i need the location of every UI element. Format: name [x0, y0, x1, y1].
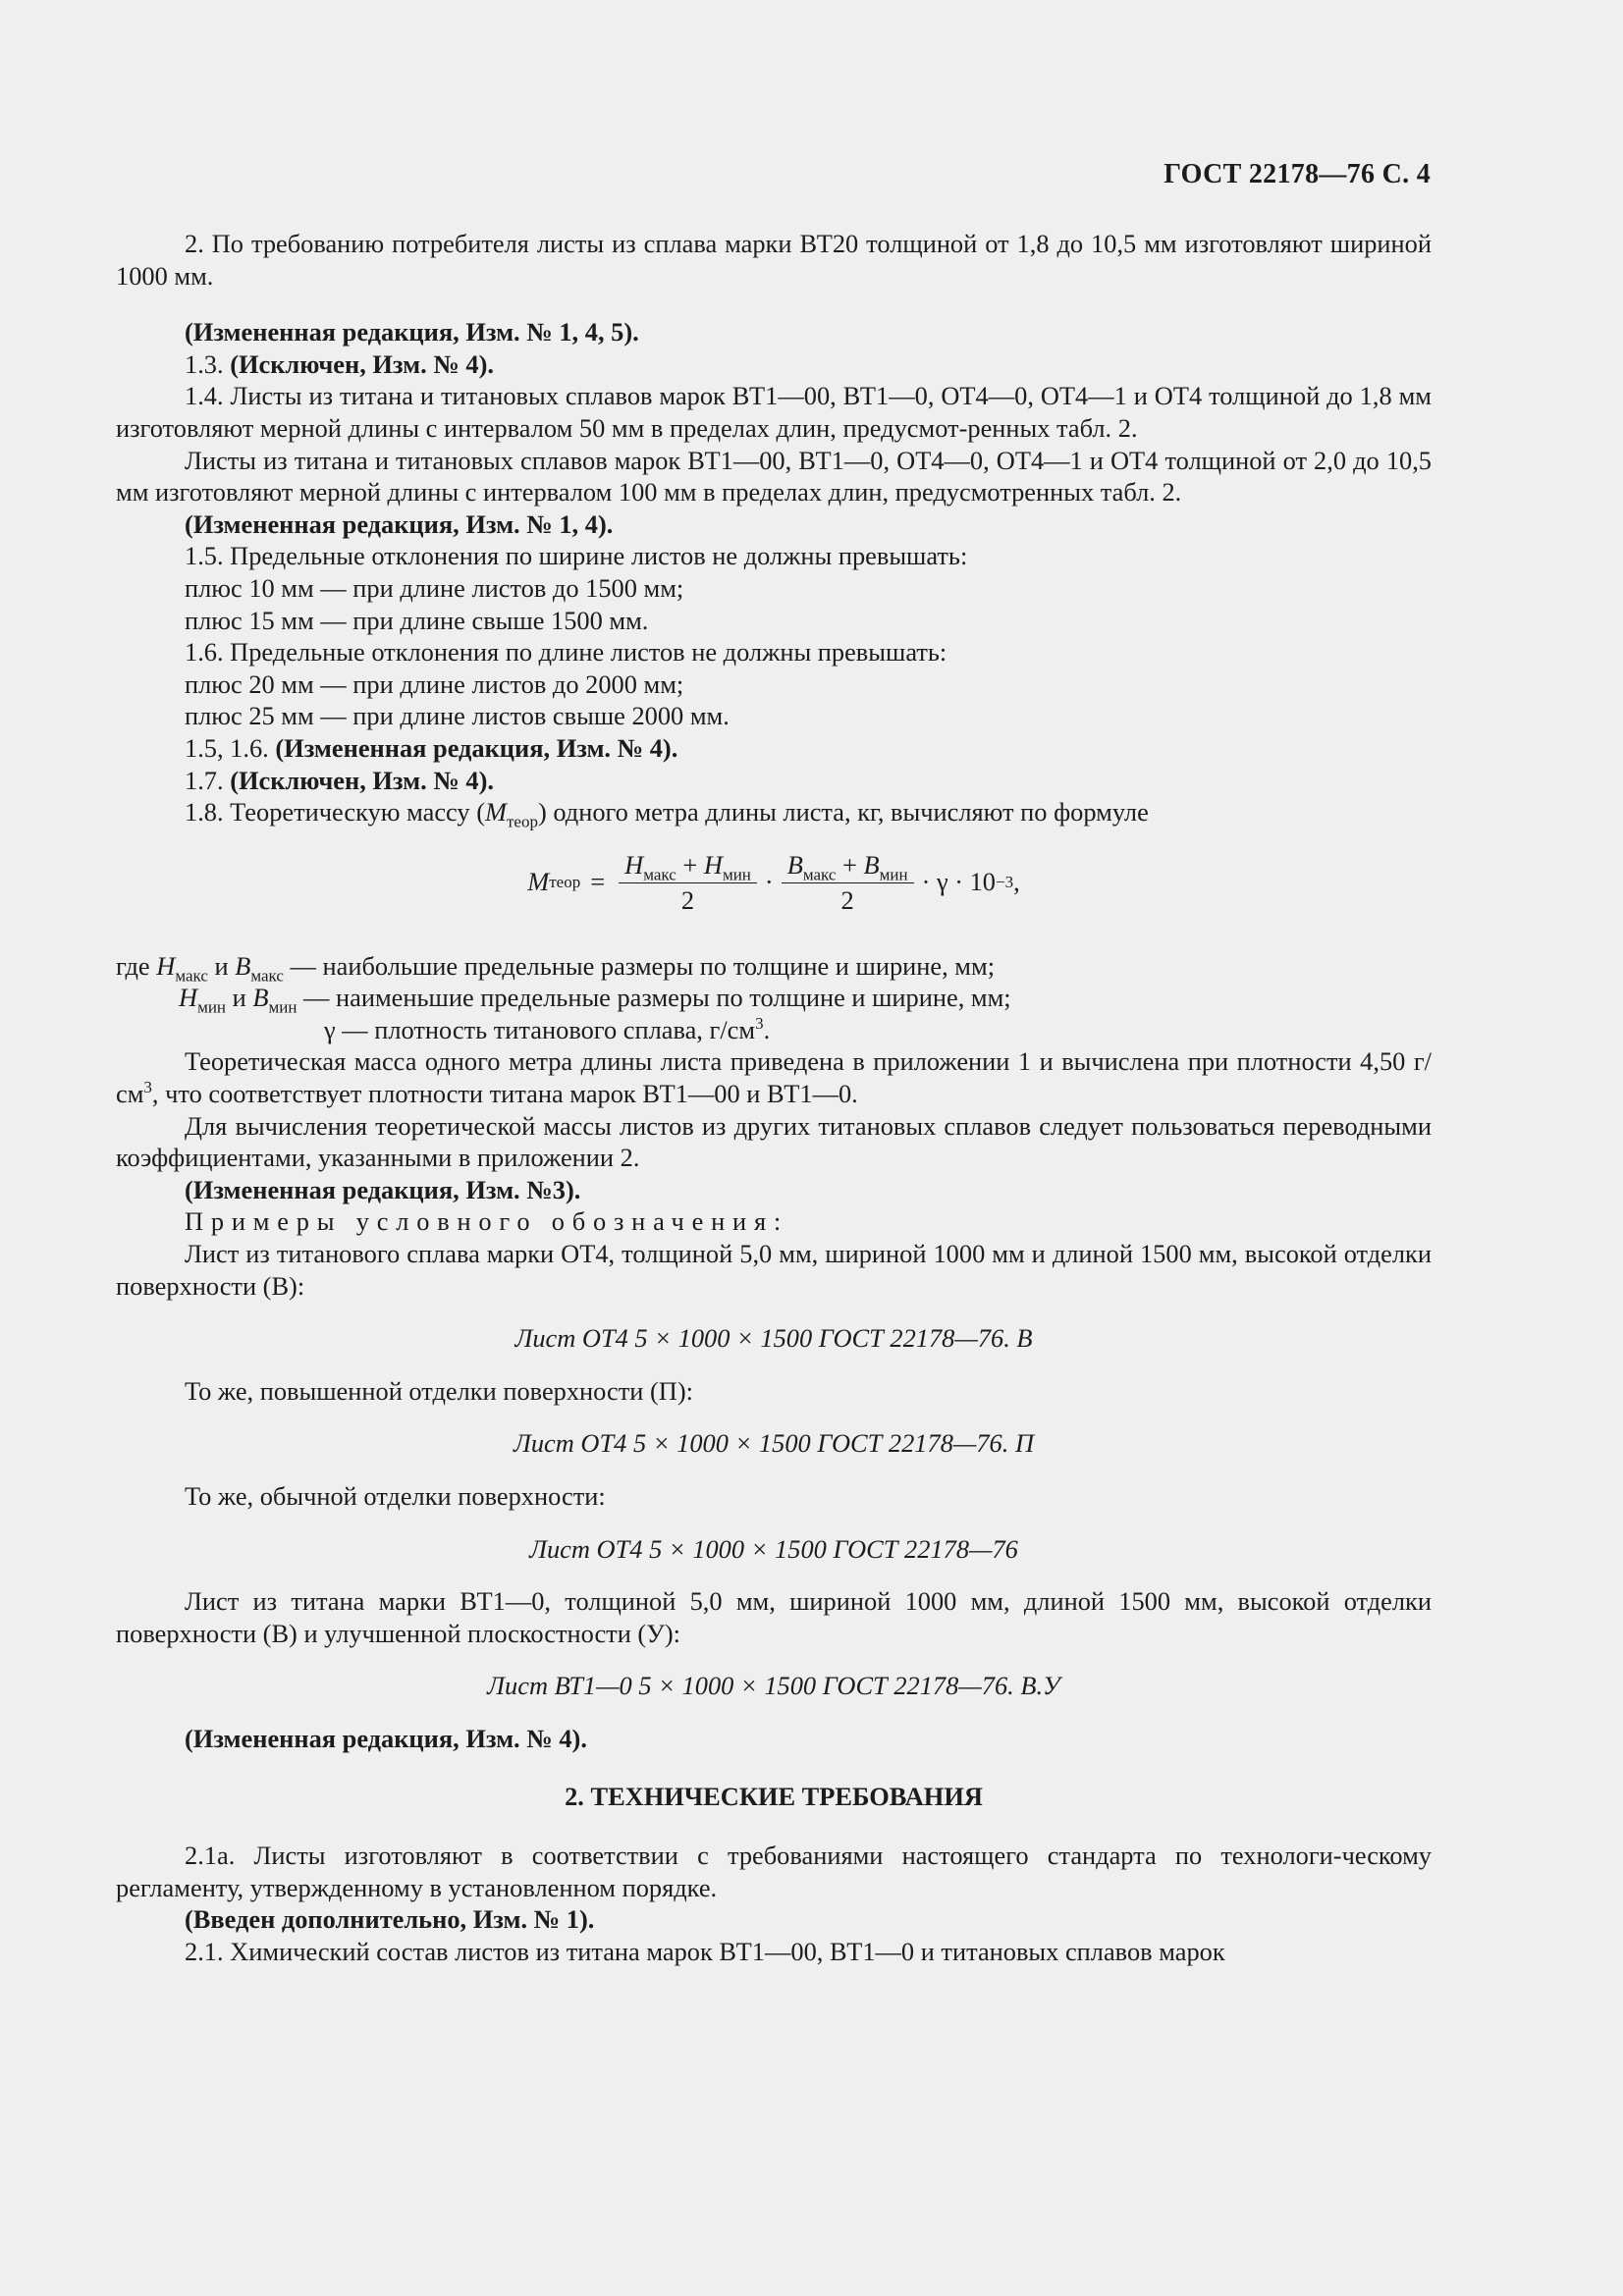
- example-4-designation: Лист ВТ1—0 5 × 1000 × 1500 ГОСТ 22178—76. В.У: [487, 1671, 1060, 1701]
- amendment-note: (Измененная редакция, Изм. № 1, 4).: [185, 508, 614, 539]
- formula-comma: ,: [1013, 867, 1020, 897]
- text-run: и: [207, 950, 236, 981]
- fraction-numerator: [782, 850, 914, 883]
- paragraph-1-8: [116, 796, 1432, 831]
- paragraph-1-4-continued: Листы из титана и титановых сплавов марок ВТ1—00, ВТ1—0, ОТ4—0, ОТ4—1 и ОТ4 толщиной от 2,0 до 10,5 мм изготовляют мерной длины с интервалом 100 мм в пределах длин, предусмотренных табл. 2.: [116, 445, 1432, 507]
- examples-title: Примеры условного обозначения:: [185, 1206, 789, 1237]
- amendment-note: (Исключен, Изм. № 4).: [230, 765, 495, 795]
- spacer: [116, 292, 1432, 316]
- subscript: теор: [506, 812, 538, 831]
- text-run: 1.8. Теоретическую массу (: [185, 797, 485, 828]
- paragraph-coefficients: Для вычисления теоретической массы листов из других титановых сплавов следует пользоваться переводными коэффициентами, указанными в приложении 2.: [116, 1110, 1432, 1173]
- paragraph-1-3: [116, 348, 1432, 381]
- subscript: мин: [879, 864, 908, 883]
- formula-variable: В: [786, 849, 803, 880]
- example-2-description: То же, повышенной отделки поверхности (П):: [185, 1375, 693, 1406]
- subscript: мин: [722, 864, 751, 883]
- text-run: γ — плотность титанового сплава, г/см: [324, 1014, 756, 1044]
- formula-variable: М: [527, 867, 550, 897]
- plus-sign: +: [682, 849, 698, 880]
- amendment-note: (Измененная редакция, Изм. № 4).: [275, 732, 678, 763]
- paragraph-2: 2. По требованию потребителя листы из сплава марки ВТ20 толщиной от 1,8 до 10,5 мм изготовляют шириной 1000 мм.: [116, 229, 1432, 291]
- formula-variable: В: [863, 849, 880, 880]
- text-run: — наименьшие предельные размеры по толщине и ширине, мм;: [297, 983, 1011, 1013]
- clause-number: 1.7.: [185, 765, 231, 795]
- paragraph-1-5-item-a: плюс 10 мм — при длине листов до 1500 мм;: [185, 572, 684, 603]
- amendment-note: (Исключен, Изм. № 4).: [230, 348, 495, 379]
- where-line-3: [116, 1014, 1432, 1046]
- example-1-designation: Лист ОТ4 5 × 1000 × 1500 ГОСТ 22178—76. В: [514, 1323, 1033, 1354]
- plus-sign: +: [842, 849, 857, 880]
- superscript: 3: [143, 1078, 152, 1097]
- paragraph-1-6: 1.6. Предельные отклонения по длине листов не должны превышать:: [185, 637, 947, 667]
- subscript: мин: [268, 997, 298, 1017]
- formula-variable: Н: [179, 983, 198, 1013]
- paragraph-theoretical-mass: [116, 1045, 1432, 1109]
- text-run: , что соответствует плотности титана марок ВТ1—00 и ВТ1—0.: [151, 1079, 858, 1109]
- page-header: ГОСТ 22178—76 С. 4: [1163, 159, 1431, 189]
- formula-variable: В: [235, 950, 251, 981]
- amendment-note: (Измененная редакция, Изм. № 4).: [185, 1723, 587, 1753]
- multiply-dot: ·: [764, 867, 774, 897]
- paragraph-1-5-1-6: [116, 732, 1432, 765]
- superscript: 3: [755, 1014, 764, 1034]
- mass-formula: М теор = $\frac{Н_{макс} + Н_{мин}}{2}$ · $\frac{В_{макс} + В_{мин}}{2}$ · γ · 10 −3 ,: [527, 849, 1020, 915]
- formula-variable: Н: [703, 849, 723, 880]
- example-3-description: То же, обычной отделки поверхности:: [185, 1481, 606, 1511]
- fraction-denominator: 2: [680, 884, 695, 915]
- formula-variable: Н: [624, 849, 644, 880]
- example-1-description: Лист из титанового сплава марки ОТ4, толщиной 5,0 мм, шириной 1000 мм и длиной 1500 мм, высокой отделки поверхности (В):: [116, 1239, 1432, 1301]
- amendment-note: (Измененная редакция, Изм. №3).: [185, 1174, 581, 1204]
- text-run: — наибольшие предельные размеры по толщине и ширине, мм;: [283, 950, 996, 981]
- example-4-description: Лист из титана марки ВТ1—0, толщиной 5,0 мм, шириной 1000 мм, длиной 1500 мм, высокой отделки поверхности (В) и улучшенной плоскостности (У):: [116, 1586, 1432, 1648]
- paragraph-1-6-item-a: плюс 20 мм — при длине листов до 2000 мм;: [185, 668, 684, 699]
- example-3-designation: Лист ОТ4 5 × 1000 × 1500 ГОСТ 22178—76: [529, 1533, 1018, 1564]
- paragraph-1-6-item-b: плюс 25 мм — при длине листов свыше 2000 мм.: [185, 701, 730, 731]
- text-run: .: [763, 1014, 771, 1044]
- fraction-width: [782, 850, 914, 915]
- subscript: макс: [802, 864, 837, 883]
- paragraph-1-5-item-b: плюс 15 мм — при длине свыше 1500 мм.: [185, 605, 649, 635]
- section-heading: 2. ТЕХНИЧЕСКИЕ ТРЕБОВАНИЯ: [565, 1781, 983, 1811]
- formula-variable: В: [252, 983, 269, 1013]
- text-run: ) одного метра длины листа, кг, вычисляют по формуле: [537, 797, 1149, 828]
- paragraph-1-4: 1.4. Листы из титана и титановых сплавов марок ВТ1—00, ВТ1—0, ОТ4—0, ОТ4—1 и ОТ4 толщиной до 1,8 мм изготовляют мерной длины с интервалом 50 мм в пределах длин, предусмот-ренных табл. 2.: [116, 381, 1432, 443]
- where-line-2: [116, 982, 1432, 1017]
- equals-sign: =: [590, 867, 606, 897]
- paragraph-1-5: 1.5. Предельные отклонения по ширине листов не должны превышать:: [185, 541, 968, 571]
- fraction-denominator: 2: [840, 884, 854, 915]
- page-content: [116, 228, 1432, 1968]
- formula-tail: · γ · 10: [921, 867, 997, 897]
- fraction-thickness: [619, 850, 757, 915]
- amendment-note: (Измененная редакция, Изм. № 1, 4, 5).: [185, 317, 639, 347]
- text-run: где: [116, 950, 157, 981]
- clause-number: 1.3.: [185, 348, 231, 379]
- paragraph-2-1: 2.1. Химический состав листов из титана марок ВТ1—00, ВТ1—0 и титановых сплавов марок: [185, 1936, 1225, 1966]
- formula-variable: М: [484, 797, 507, 828]
- formula-variable: Н: [156, 950, 176, 981]
- where-line-1: [116, 950, 1432, 983]
- text-run: и: [226, 983, 253, 1013]
- text-run: Теоретическая масса одного метра длины листа приведена в приложении 1 и вычислена при плотности 4,50 г/см: [116, 1046, 1432, 1109]
- amendment-note: (Введен дополнительно, Изм. № 1).: [185, 1904, 595, 1935]
- subscript: мин: [197, 997, 227, 1017]
- example-2-designation: Лист ОТ4 5 × 1000 × 1500 ГОСТ 22178—76. П: [513, 1428, 1035, 1459]
- fraction-numerator: [619, 850, 757, 883]
- subscript: макс: [250, 965, 284, 985]
- subscript: макс: [175, 965, 208, 985]
- subscript: макс: [643, 864, 676, 883]
- paragraph-2-1a: 2.1а. Листы изготовляют в соответствии с требованиями настоящего стандарта по технологи-ческому регламенту, утвержденному в установленном порядке.: [116, 1841, 1432, 1902]
- clause-number: 1.5, 1.6.: [185, 732, 276, 763]
- paragraph-1-7: [116, 765, 1432, 797]
